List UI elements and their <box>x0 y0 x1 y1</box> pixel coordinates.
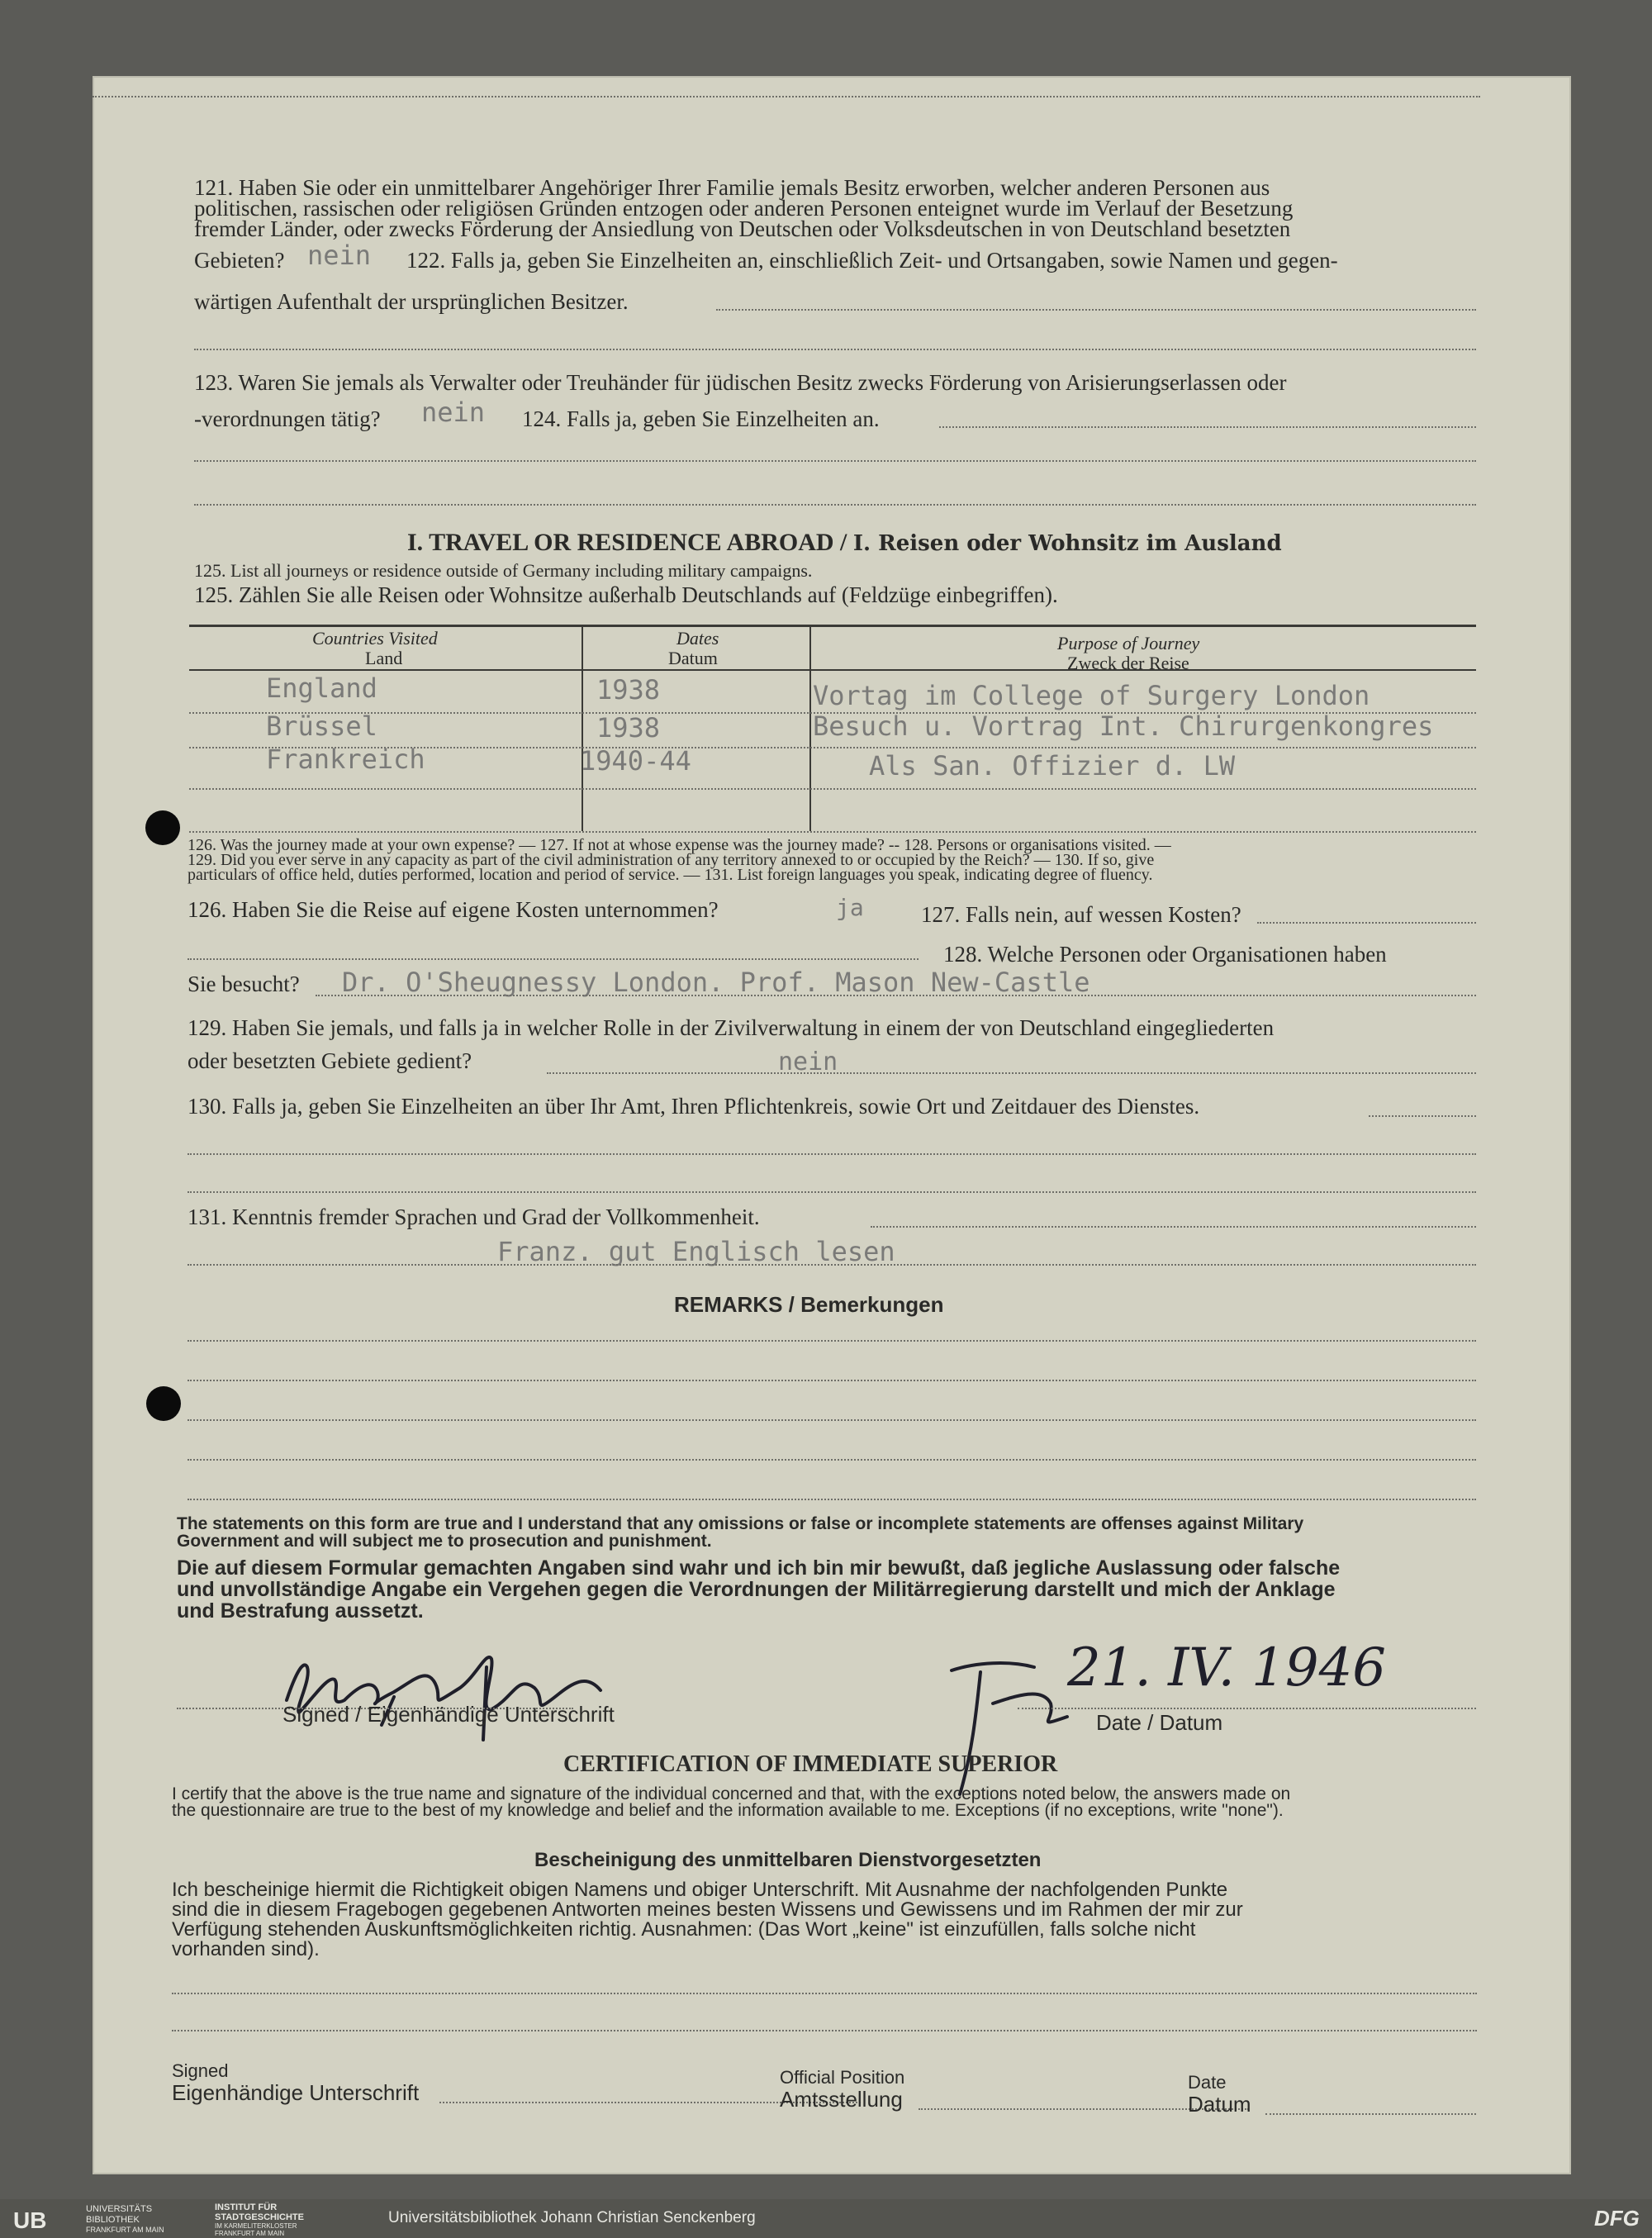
questionnaire-page <box>93 76 1571 2174</box>
cert-de-line2: sind die in diesem Fragebogen gegebenen Antworten meines besten Wissens und Gewissens und im Rahmen der mir zur <box>172 1898 1243 1921</box>
ub-name-3: FRANKFURT AM MAIN <box>86 2226 164 2234</box>
section-title-en: I. TRAVEL OR RESIDENCE ABROAD / <box>407 529 853 556</box>
date-label: Date / Datum <box>1096 1710 1223 1735</box>
answer-line <box>1369 1115 1476 1117</box>
answer-line <box>188 1264 1476 1266</box>
col-header-zweck: Zweck der Reise <box>1067 653 1189 673</box>
q131-de: 131. Kenntnis fremder Sprachen und Grad der Vollkommenheit. <box>188 1205 760 1229</box>
table-cell-land: England <box>266 672 377 704</box>
statement-de-line3: und Bestrafung aussetzt. <box>177 1599 424 1623</box>
exceptions-line <box>172 1993 1477 1994</box>
bottom-position-en: Official Position <box>780 2067 905 2088</box>
ub-name-1: UNIVERSITÄTS <box>86 2204 153 2214</box>
ub-logo: UB <box>13 2207 47 2233</box>
cert-en-line1: I certify that the above is the true name and signature of the individual concerned and that, with the exceptions noted below, the answers made on <box>172 1784 1291 1803</box>
answer-line <box>188 1153 1476 1155</box>
punch-hole <box>146 1386 181 1421</box>
table-row-rule <box>189 788 1476 790</box>
statement-en-line1: The statements on this form are true and I understand that any omissions or false or incomplete statements are offenses against Military <box>177 1514 1304 1533</box>
q126-de: 126. Haben Sie die Reise auf eigene Kosten unternommen? <box>188 897 719 922</box>
q128-de: 128. Welche Personen oder Organisationen haben <box>943 942 1387 967</box>
section-title <box>407 529 1282 557</box>
bottom-signed-en: Signed <box>172 2060 229 2081</box>
signature-date: 21. IV. 1946 <box>1067 1637 1386 1699</box>
answer-line <box>194 349 1476 350</box>
answer-line <box>716 309 1476 311</box>
q129-de-line2: oder besetzten Gebiete gedient? <box>188 1048 472 1073</box>
answer-line <box>188 958 919 960</box>
q123-question-end: -verordnungen tätig? <box>194 406 381 431</box>
col-header-dates: Dates <box>676 628 719 649</box>
table-cell-land: Brüssel <box>266 710 377 742</box>
section-title-de: I. Reisen oder Wohnsitz im Ausland <box>852 531 1282 556</box>
col-header-datum: Datum <box>668 648 718 668</box>
q128-answer: Dr. O'Sheugnessy London. Prof. Mason New-Castle <box>342 967 1090 998</box>
table-cell-datum: 1940-44 <box>580 745 691 777</box>
library-name: Universitätsbibliothek Johann Christian Senckenberg <box>388 2209 756 2226</box>
signed-label: Signed / Eigenhändige Unterschrift <box>282 1702 615 1727</box>
q122-line2: wärtigen Aufenthalt der ursprünglichen Besitzer. <box>194 289 629 314</box>
table-cell-zweck: Als San. Offizier d. LW <box>869 750 1236 782</box>
bottom-date-line <box>1265 2113 1476 2115</box>
q126-en-line2: 129. Did you ever serve in any capacity as part of the civil administration of any territory annexed to or occupied by the Reich? — 130. If so, give <box>188 851 1155 869</box>
cert-de-title: Bescheinigung des unmittelbaren Dienstvorgesetzten <box>534 1849 1042 1871</box>
answer-line <box>939 426 1476 428</box>
q121-question-end: Gebieten? <box>194 248 285 273</box>
answer-line <box>1257 922 1476 924</box>
answer-line <box>871 1226 1476 1228</box>
table-cell-zweck: Besuch u. Vortrag Int. Chirurgenkongres <box>813 710 1434 742</box>
q123-answer: nein <box>421 397 486 428</box>
answer-line <box>194 460 1476 462</box>
col-header-purpose: Purpose of Journey <box>1057 633 1200 653</box>
table-row-rule <box>189 831 1476 833</box>
punch-hole <box>145 810 180 845</box>
q124-text: 124. Falls ja, geben Sie Einzelheiten an. <box>522 406 880 431</box>
bottom-date-en: Date <box>1188 2072 1227 2093</box>
cert-de-line3: Verfügung stehenden Auskunftsmöglichkeiten richtig. Ausnahmen: (Das Wort „keine" ist einzufüllen, falls solche nicht <box>172 1918 1196 1941</box>
q121-answer: nein <box>307 240 372 271</box>
remarks-line <box>188 1459 1476 1461</box>
remarks-line <box>188 1380 1476 1381</box>
q127-de: 127. Falls nein, auf wessen Kosten? <box>921 902 1241 927</box>
bottom-signed-de: Eigenhändige Unterschrift <box>172 2080 420 2105</box>
q131-answer: Franz. gut Englisch lesen <box>497 1236 895 1267</box>
isg-name-3: IM KARMELITERKLOSTER <box>215 2222 297 2230</box>
remarks-title: REMARKS / Bemerkungen <box>674 1292 944 1317</box>
q126-en-line3: particulars of office held, duties performed, location and period of service. — 131. List foreign languages you speak, indicating degree of fluency. <box>188 866 1153 884</box>
table-top-rule <box>189 625 1476 627</box>
q125-de: 125. Zählen Sie alle Reisen oder Wohnsitze außerhalb Deutschlands auf (Feldzüge einbegriffen). <box>194 582 1058 607</box>
date-line <box>1018 1708 1476 1709</box>
q130-de: 130. Falls ja, geben Sie Einzelheiten an über Ihr Amt, Ihren Pflichtenkreis, sowie Ort und Zeitdauer des Dienstes. <box>188 1094 1200 1119</box>
cert-title: CERTIFICATION OF IMMEDIATE SUPERIOR <box>563 1751 1058 1777</box>
remarks-line <box>188 1419 1476 1421</box>
table-cell-land: Frankreich <box>266 744 425 775</box>
dfg-logo: DFG <box>1594 2206 1640 2231</box>
statement-de-line1: Die auf diesem Formular gemachten Angaben sind wahr und ich bin mir bewußt, daß jegliche Auslassung oder falsche <box>177 1556 1341 1580</box>
q121-line3: fremder Länder, oder zwecks Förderung der Ansiedlung von Deutschen oder Volksdeutschen in von Deutschland besetzten <box>194 216 1291 241</box>
q129-answer: nein <box>778 1048 838 1076</box>
table-cell-datum: 1938 <box>596 674 661 706</box>
ub-name-2: BIBLIOTHEK <box>86 2215 140 2225</box>
q121-line1: 121. Haben Sie oder ein unmittelbarer Angehöriger Ihrer Familie jemals Besitz erworben, welcher anderen Personen aus <box>194 175 1270 200</box>
top-rule <box>93 96 1480 97</box>
answer-line <box>194 504 1476 506</box>
table-header-rule <box>189 669 1476 671</box>
statement-de-line2: und unvollständige Angabe ein Vergehen gegen die Verordnungen der Militärregierung darstellt und mich der Anklage <box>177 1578 1336 1601</box>
q126-answer: ja <box>836 894 864 921</box>
remarks-line <box>188 1340 1476 1342</box>
table-divider <box>582 625 583 831</box>
cert-de-line1: Ich bescheinige hiermit die Richtigkeit obigen Namens und obiger Unterschrift. Mit Ausnahme der nachfolgenden Punkte <box>172 1879 1228 1901</box>
statement-en-line2: Government and will subject me to prosecution and punishment. <box>177 1532 712 1551</box>
q122-text: 122. Falls ja, geben Sie Einzelheiten an, einschließlich Zeit- und Ortsangaben, sowie Namen und gegen- <box>406 248 1338 273</box>
q121-line2: politischen, rassischen oder religiösen Gründen entzogen oder anderen Personen enteignet wurde im Verlauf der Besetzung <box>194 196 1294 221</box>
table-cell-zweck: Vortag im College of Surgery London <box>813 680 1370 711</box>
cert-de-line4: vorhanden sind). <box>172 1938 320 1960</box>
cert-en-line2: the questionnaire are true to the best of my knowledge and belief and the information available to me. Exceptions (if no exceptions, write "none"). <box>172 1801 1284 1820</box>
bottom-date-de: Datum <box>1188 2092 1251 2117</box>
col-header-countries: Countries Visited <box>312 628 438 649</box>
footer-bar <box>0 2199 1652 2238</box>
isg-name-4: FRANKFURT AM MAIN <box>215 2230 285 2237</box>
answer-line <box>316 995 1476 996</box>
remarks-line <box>188 1499 1476 1500</box>
q126-en-line1: 126. Was the journey made at your own expense? — 127. If not at whose expense was the journey made? -- 128. Persons or organisations visited. — <box>188 836 1171 854</box>
q125-en: 125. List all journeys or residence outside of Germany including military campaigns. <box>194 560 813 581</box>
table-divider <box>809 625 811 831</box>
isg-name-1: INSTITUT FÜR <box>215 2202 278 2212</box>
bottom-position-de: Amtsstellung <box>780 2087 903 2112</box>
answer-line <box>547 1072 1476 1074</box>
table-cell-datum: 1938 <box>596 712 661 744</box>
exceptions-line <box>172 2030 1477 2031</box>
q123-line1: 123. Waren Sie jemals als Verwalter oder Treuhänder für jüdischen Besitz zwecks Förderung von Arisierungserlassen oder <box>194 370 1287 395</box>
q129-de-line1: 129. Haben Sie jemals, und falls ja in welcher Rolle in der Zivilverwaltung in einem der von Deutschland eingegliederten <box>188 1015 1275 1040</box>
isg-name-2: STADTGESCHICHTE <box>215 2212 304 2222</box>
q128-de-line2: Sie besucht? <box>188 972 300 996</box>
col-header-land: Land <box>365 648 403 668</box>
answer-line <box>188 1191 1476 1193</box>
